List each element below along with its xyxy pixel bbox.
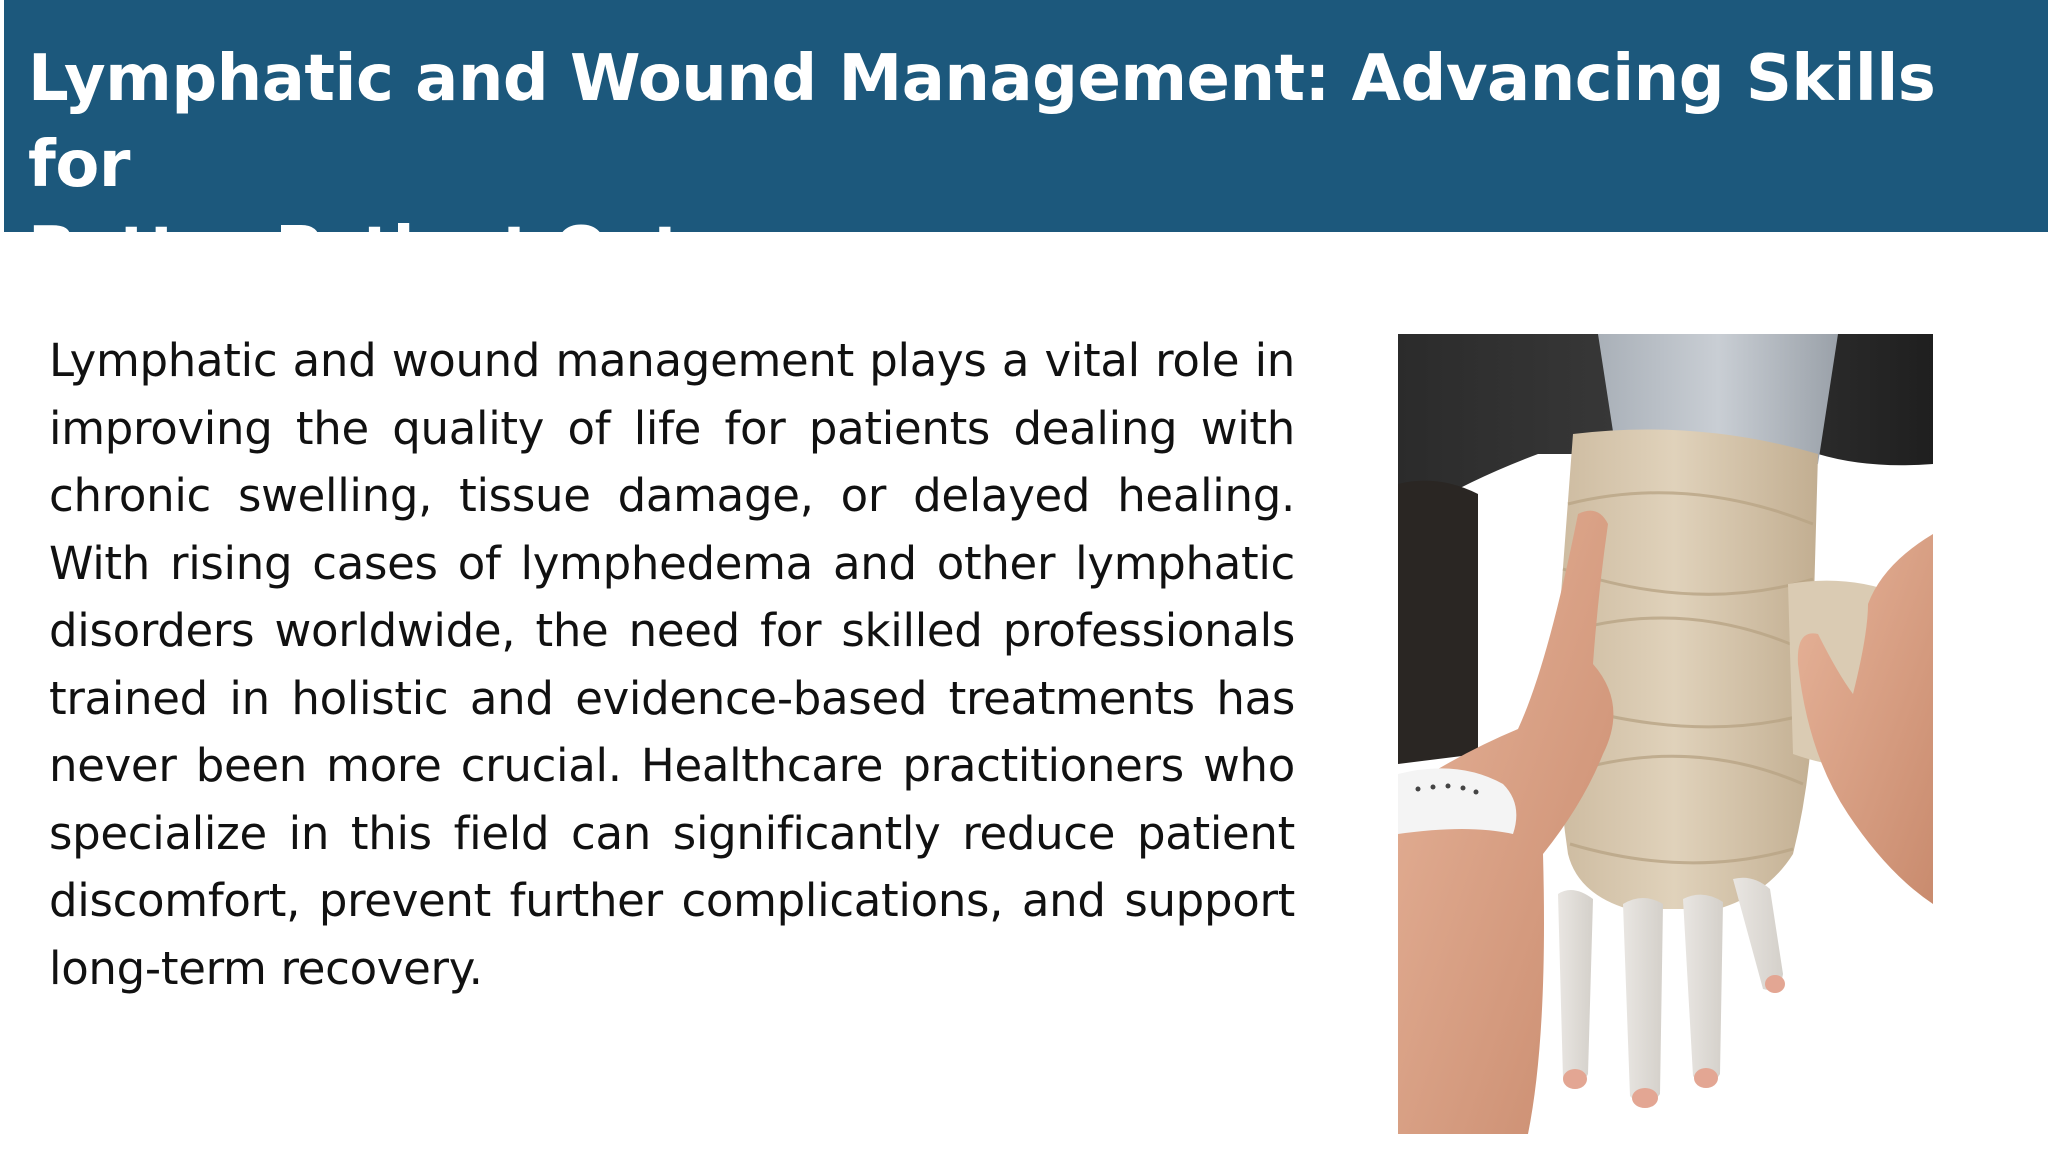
bandaged-hand-photo (1398, 334, 1933, 1134)
title-bar (4, 0, 2048, 288)
bandaged-hand-illustration (1398, 334, 1933, 1134)
slide-body-text: Lymphatic and wound management plays a vital role in improving the quality of life for patients dealing with chronic swelling, tissue damage, or delayed healing. With rising cases of lymphedema and other lymphatic disorders worldwide, the need for skilled professionals trained in holistic and evidence-based treatments has never been more crucial. Healthcare practitioners who specialize in this field can significantly reduce patient discomfort, prevent further complications, and support long-term recovery. (49, 334, 1295, 995)
slide-title: Lymphatic and Wound Management: Advancing Skills for Better Patient Outcomes (28, 42, 1936, 288)
